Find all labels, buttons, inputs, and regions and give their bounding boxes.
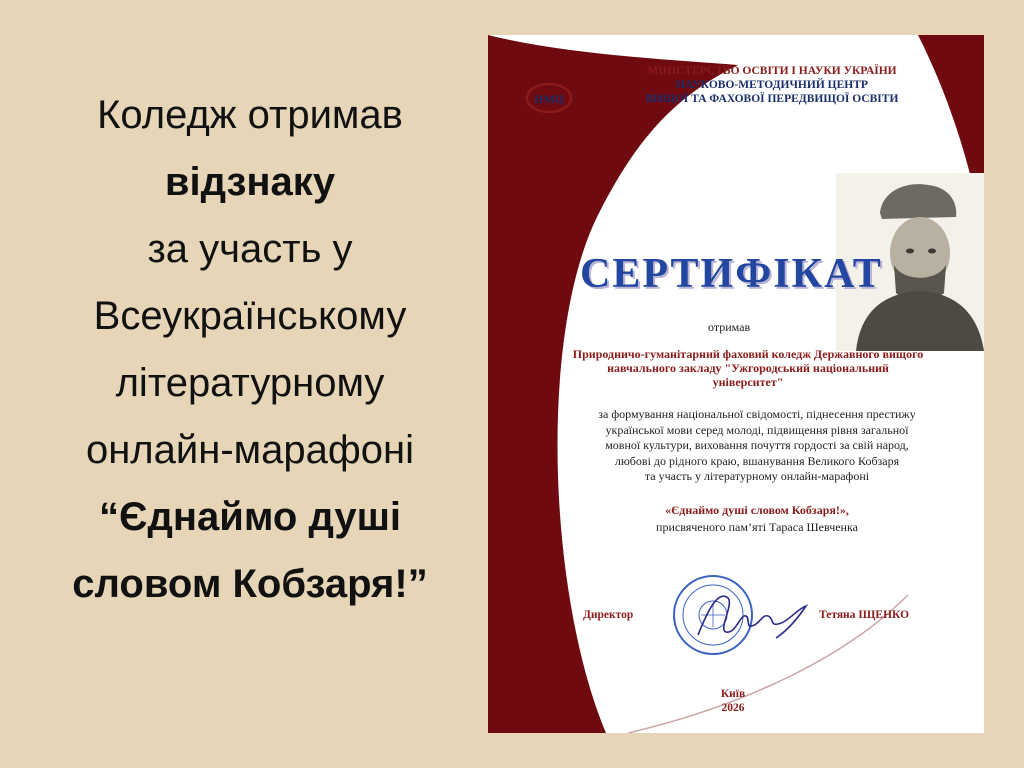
headline-line: літературному (115, 361, 385, 405)
director-signature-icon (688, 580, 818, 650)
center-line: ВИЩОЇ ТА ФАХОВОЇ ПЕРЕДВИЩОЇ ОСВІТИ (645, 93, 899, 105)
marathon-name: «Єднаймо душі словом Кобзаря!», (665, 503, 849, 517)
headline-line-bold: “Єднаймо душі (98, 495, 402, 539)
reason-line: любові до рідного краю, вшанування Великого Кобзаря (614, 453, 900, 468)
award-reason (552, 407, 962, 485)
reason-line: та участь у літературному онлайн-марафоні (644, 469, 870, 483)
reason-line: української мови серед молоді, підвищення рівня загальної (605, 422, 909, 437)
announcement-text (20, 82, 480, 618)
headline-line: за участь у (147, 227, 353, 271)
reason-line: за формування національної свідомості, піднесення престижу (598, 407, 916, 421)
logo-text: НМЦ (534, 92, 564, 106)
issuer-header (592, 64, 952, 106)
recipient-name (528, 347, 968, 389)
certificate-image (488, 35, 984, 733)
city: Київ (720, 688, 746, 700)
center-line: НАУКОВО-МЕТОДИЧНИЙ ЦЕНТР (676, 79, 868, 91)
nmc-logo-icon (525, 80, 573, 116)
headline-line: онлайн-марафоні (85, 428, 415, 472)
receives-label: отримав (708, 320, 751, 334)
recipient-line: Природничо-гуманітарний фаховий коледж Державного вищого (572, 347, 924, 361)
headline-line: Всеукраїнському (93, 294, 407, 338)
ministry-line: МІНІСТЕРСТВО ОСВІТИ І НАУКИ УКРАЇНИ (647, 65, 897, 77)
headline-line: Коледж отримав (97, 93, 403, 137)
issue-place-date (668, 687, 798, 715)
certificate-title: СЕРТИФІКАТ (580, 251, 883, 297)
director-title: Директор (583, 609, 634, 621)
director-name: Тетяна ІЩЕНКО (819, 609, 910, 621)
recipient-line: університет" (712, 375, 784, 389)
dedication-text: присвяченого пам’яті Тараса Шевченка (656, 520, 858, 534)
headline-line-bold: відзнаку (164, 160, 336, 204)
reason-line: мовної культури, виховання почуття гордості за свій народ, (605, 438, 909, 452)
recipient-line: навчального закладу "Ужгородський національний (607, 361, 889, 375)
year: 2026 (721, 702, 745, 714)
headline-line-bold: словом Кобзаря!” (72, 562, 428, 606)
